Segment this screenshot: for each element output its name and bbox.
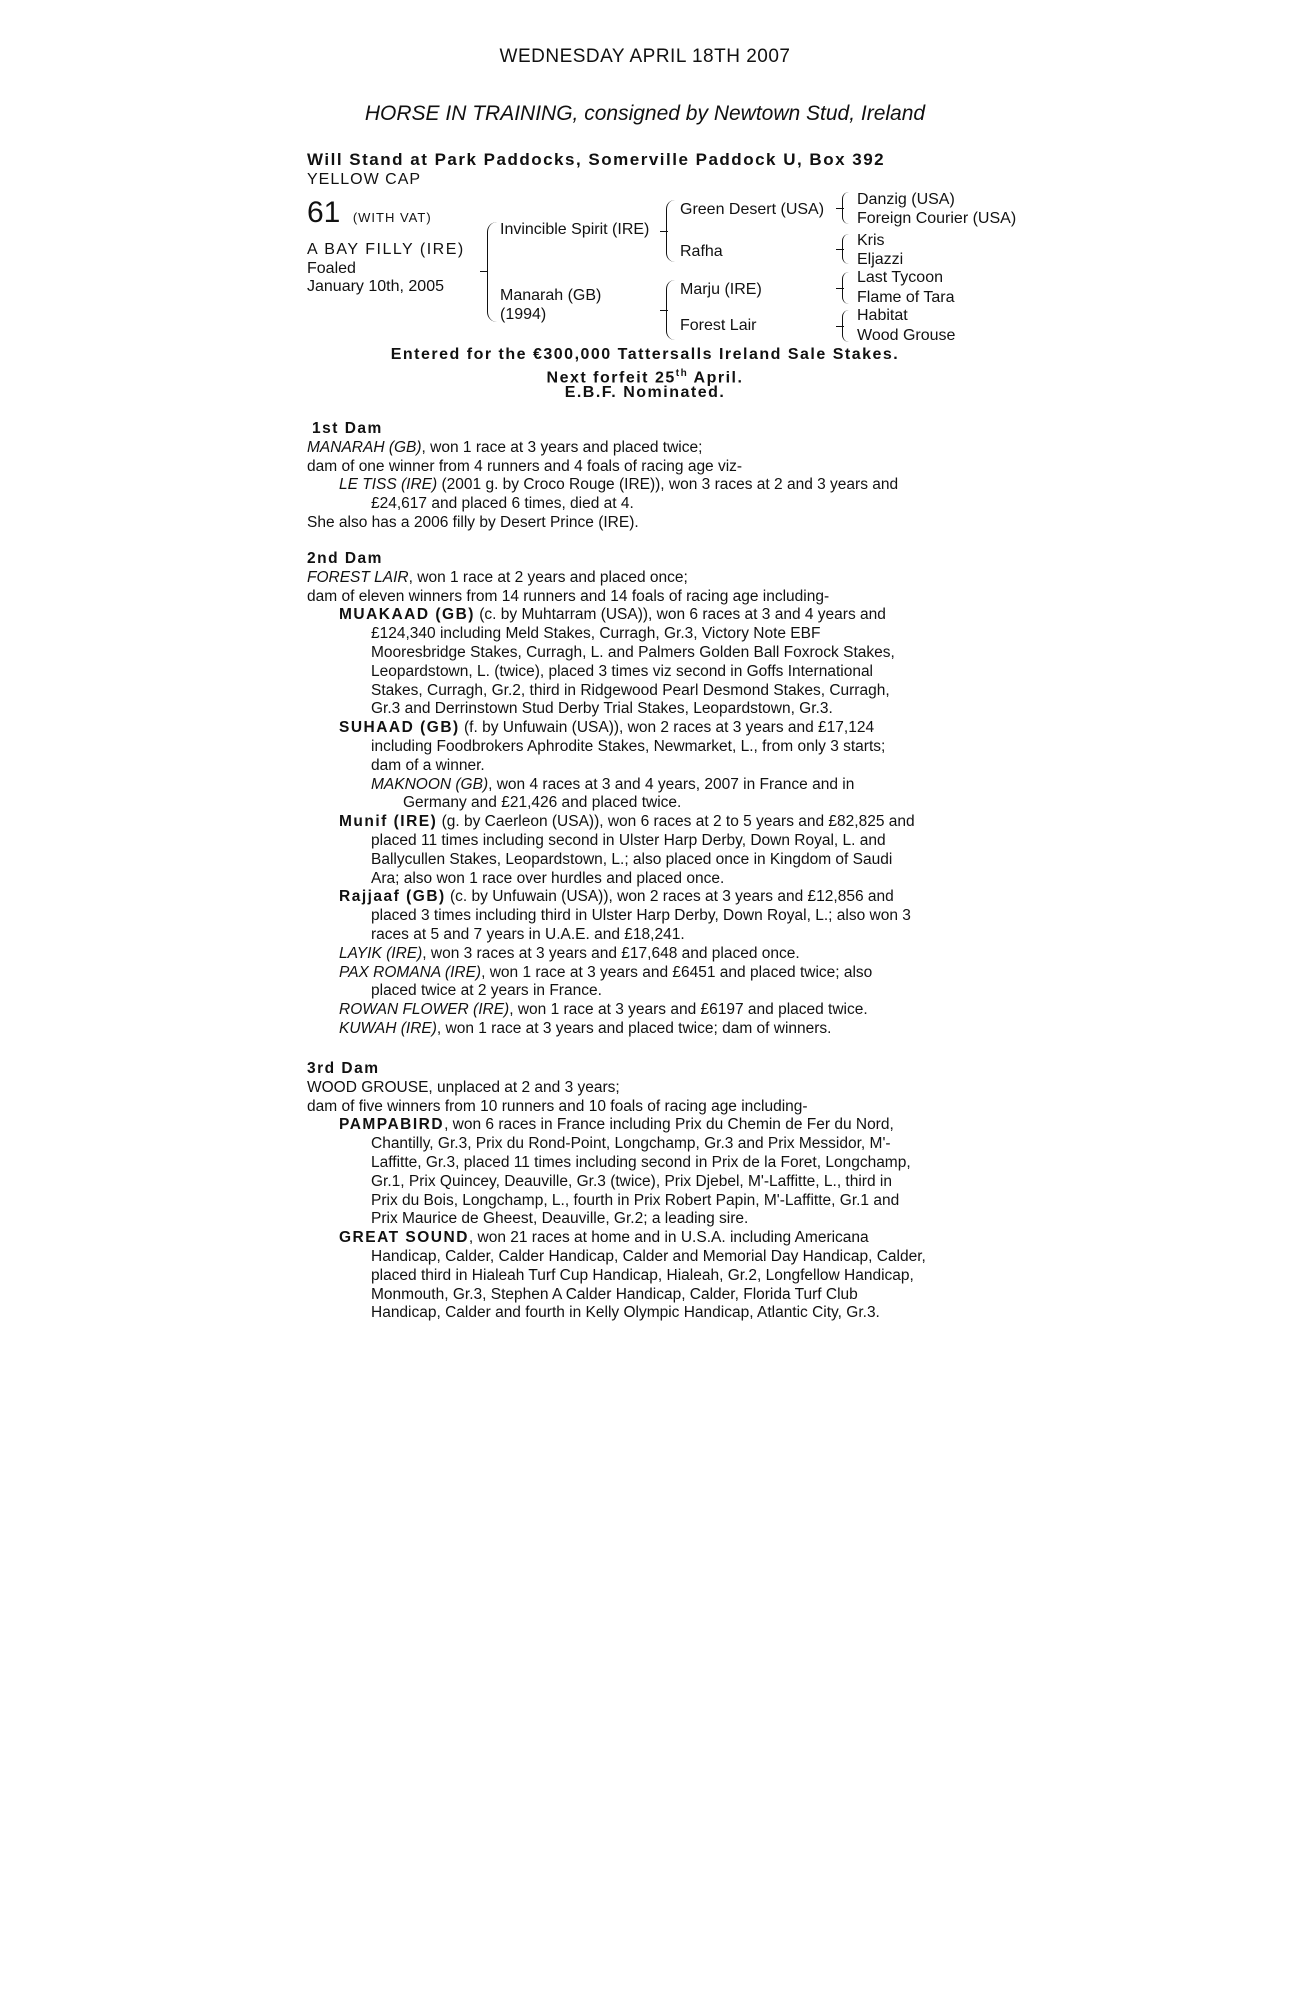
second-dam-line: Ara; also won 1 race over hurdles and placed once. (371, 869, 725, 887)
third-dam-line: Handicap, Calder, Calder Handicap, Calder and Memorial Day Handicap, Calder, (371, 1247, 926, 1265)
pedigree-g6: Flame of Tara (857, 289, 955, 306)
pedigree-dam: Manarah (GB) (500, 287, 602, 304)
entries-line-1: Entered for the €300,000 Tattersalls Ireland Sale Stakes. (390, 346, 900, 363)
third-dam-line: GREAT SOUND, won 21 races at home and in U.S.A. including Americana (339, 1229, 869, 1247)
lot-number: 61 (307, 196, 341, 229)
second-dam-line: placed twice at 2 years in France. (371, 982, 602, 1000)
entries-line-3: E.B.F. Nominated. (564, 384, 726, 401)
second-dam-line: Stakes, Curragh, Gr.2, third in Ridgewood Pearl Desmond Stakes, Curragh, (371, 681, 890, 699)
first-dam-line: LE TISS (IRE) (2001 g. by Croco Rouge (IRE)), won 3 races at 2 and 3 years and (339, 476, 899, 494)
second-dam-line: dam of a winner. (371, 756, 485, 774)
pedigree-sire-sire: Green Desert (USA) (680, 201, 825, 218)
third-dam-line: dam of five winners from 10 runners and 10 foals of racing age including- (307, 1097, 808, 1115)
horse-description: A BAY FILLY (IRE) (307, 241, 465, 258)
second-dam-line: £124,340 including Meld Stakes, Curragh, Gr.3, Victory Note EBF (371, 625, 821, 643)
pedigree-dam-dam: Forest Lair (680, 317, 757, 334)
third-dam-line: Laffitte, Gr.3, placed 11 times including second in Prix de la Foret, Longchamp, (371, 1153, 911, 1171)
pedigree-dam-sire: Marju (IRE) (680, 281, 762, 298)
third-dam-line: WOOD GROUSE, unplaced at 2 and 3 years; (307, 1078, 620, 1096)
pedigree-g7: Habitat (857, 307, 908, 324)
second-dam-line: PAX ROMANA (IRE), won 1 race at 3 years and £6451 and placed twice; also (339, 963, 873, 981)
pedigree-brace-sire-tip (660, 231, 668, 232)
second-dam-line: MUAKAAD (GB) (c. by Muhtarram (USA)), won 6 races at 3 and 4 years and (339, 606, 886, 624)
vat-note: (WITH VAT) (352, 210, 432, 225)
cap-colour: YELLOW CAP (307, 171, 422, 188)
third-dam-heading: 3rd Dam (307, 1060, 380, 1077)
pedigree-sire-dam: Rafha (680, 243, 723, 260)
first-dam-heading: 1st Dam (312, 420, 383, 437)
pedigree-brace-dam-tip (660, 310, 668, 311)
pedigree-g1: Danzig (USA) (857, 191, 955, 208)
second-dam-line: KUWAH (IRE), won 1 race at 3 years and placed twice; dam of winners. (339, 1019, 832, 1037)
third-dam-line: Monmouth, Gr.3, Stephen A Calder Handicap, Calder, Florida Turf Club (371, 1285, 858, 1303)
pedigree-g4: Eljazzi (857, 251, 904, 268)
second-dam-line: races at 5 and 7 years in U.A.E. and £18,241. (371, 925, 685, 943)
second-dam-line: including Foodbrokers Aphrodite Stakes, Newmarket, L., from only 3 starts; (371, 737, 886, 755)
pedigree-sire: Invincible Spirit (IRE) (500, 221, 650, 238)
third-dam-line: Gr.1, Prix Quincey, Deauville, Gr.3 (twice), Prix Djebel, M'-Laffitte, L., third in (371, 1172, 892, 1190)
pedigree-g3: Kris (857, 232, 885, 249)
third-dam-line: Chantilly, Gr.3, Prix du Rond-Point, Longchamp, Gr.3 and Prix Messidor, M'- (371, 1135, 891, 1153)
pedigree-dam-year: (1994) (500, 306, 547, 323)
pedigree-brace-main (487, 222, 498, 322)
second-dam-line: Mooresbridge Stakes, Curragh, L. and Palmers Golden Ball Foxrock Stakes, (371, 643, 895, 661)
pedigree-brace-g78-tip (836, 326, 844, 327)
second-dam-line: FOREST LAIR, won 1 race at 2 years and placed once; (307, 568, 688, 586)
pedigree-g2: Foreign Courier (USA) (857, 210, 1017, 227)
first-dam-line: dam of one winner from 4 runners and 4 foals of racing age viz- (307, 457, 743, 475)
second-dam-line: dam of eleven winners from 14 runners and 14 foals of racing age including- (307, 587, 830, 605)
first-dam-line: She also has a 2006 filly by Desert Prince (IRE). (307, 513, 639, 531)
entries-forfeit-text: Next forfeit 25 (546, 369, 676, 387)
foaled-date: January 10th, 2005 (307, 278, 444, 295)
first-dam-line: £24,617 and placed 6 times, died at 4. (371, 495, 634, 513)
second-dam-line: Germany and £21,426 and placed twice. (403, 794, 682, 812)
second-dam-heading: 2nd Dam (307, 550, 383, 567)
second-dam-line: Rajjaaf (GB) (c. by Unfuwain (USA)), won 2 races at 3 years and £12,856 and (339, 888, 894, 906)
entries-forfeit-month: April. (688, 369, 744, 387)
pedigree-brace-g12-tip (836, 208, 844, 209)
first-dam-line: MANARAH (GB), won 1 race at 3 years and placed twice; (307, 438, 703, 456)
third-dam-line: Handicap, Calder and fourth in Kelly Olympic Handicap, Atlantic City, Gr.3. (371, 1304, 880, 1322)
pedigree-brace-g56-tip (836, 288, 844, 289)
second-dam-line: MAKNOON (GB), won 4 races at 3 and 4 years, 2007 in France and in (371, 775, 855, 793)
second-dam-line: Gr.3 and Derrinstown Stud Derby Trial Stakes, Leopardstown, Gr.3. (371, 700, 833, 718)
second-dam-line: Ballycullen Stakes, Leopardstown, L.; also placed once in Kingdom of Saudi (371, 850, 893, 868)
third-dam-line: placed third in Hialeah Turf Cup Handicap, Hialeah, Gr.2, Longfellow Handicap, (371, 1266, 914, 1284)
second-dam-line: LAYIK (IRE), won 3 races at 3 years and £17,648 and placed once. (339, 944, 800, 962)
location-line: Will Stand at Park Paddocks, Somerville Paddock U, Box 392 (307, 150, 886, 169)
second-dam-line: placed 3 times including third in Ulster Harp Derby, Down Royal, L.; also won 3 (371, 907, 911, 925)
first-dam-section (307, 420, 987, 533)
third-dam-line: PAMPABIRD, won 6 races in France including Prix du Chemin de Fer du Nord, (339, 1116, 894, 1134)
second-dam-section (307, 550, 987, 1039)
second-dam-line: SUHAAD (GB) (f. by Unfuwain (USA)), won 2 races at 3 years and £17,124 (339, 719, 875, 737)
third-dam-line: Prix du Bois, Longchamp, L., fourth in Prix Robert Papin, M'-Laffitte, Gr.1 and (371, 1191, 900, 1209)
third-dam-section (307, 1060, 987, 1323)
second-dam-line: Munif (IRE) (g. by Caerleon (USA)), won 6 races at 2 to 5 years and £82,825 and (339, 813, 915, 831)
lot-number-block (307, 196, 432, 230)
pedigree-g8: Wood Grouse (857, 327, 956, 344)
pedigree-brace-tip (480, 271, 488, 272)
entries-forfeit-sup: th (675, 368, 689, 379)
sale-date: WEDNESDAY APRIL 18TH 2007 (499, 46, 791, 67)
foaled-label: Foaled (307, 260, 356, 277)
second-dam-line: ROWAN FLOWER (IRE), won 1 race at 3 years and £6197 and placed twice. (339, 1001, 868, 1019)
pedigree-g5: Last Tycoon (857, 269, 943, 286)
consignment-line: HORSE IN TRAINING, consigned by Newtown Stud, Ireland (364, 102, 926, 125)
second-dam-line: placed 11 times including second in Ulster Harp Derby, Down Royal, L. and (371, 831, 886, 849)
second-dam-line: Leopardstown, L. (twice), placed 3 times viz second in Goffs International (371, 662, 874, 680)
third-dam-line: Prix Maurice de Gheest, Deauville, Gr.2; a leading sire. (371, 1210, 749, 1228)
pedigree-brace-g34-tip (836, 249, 844, 250)
